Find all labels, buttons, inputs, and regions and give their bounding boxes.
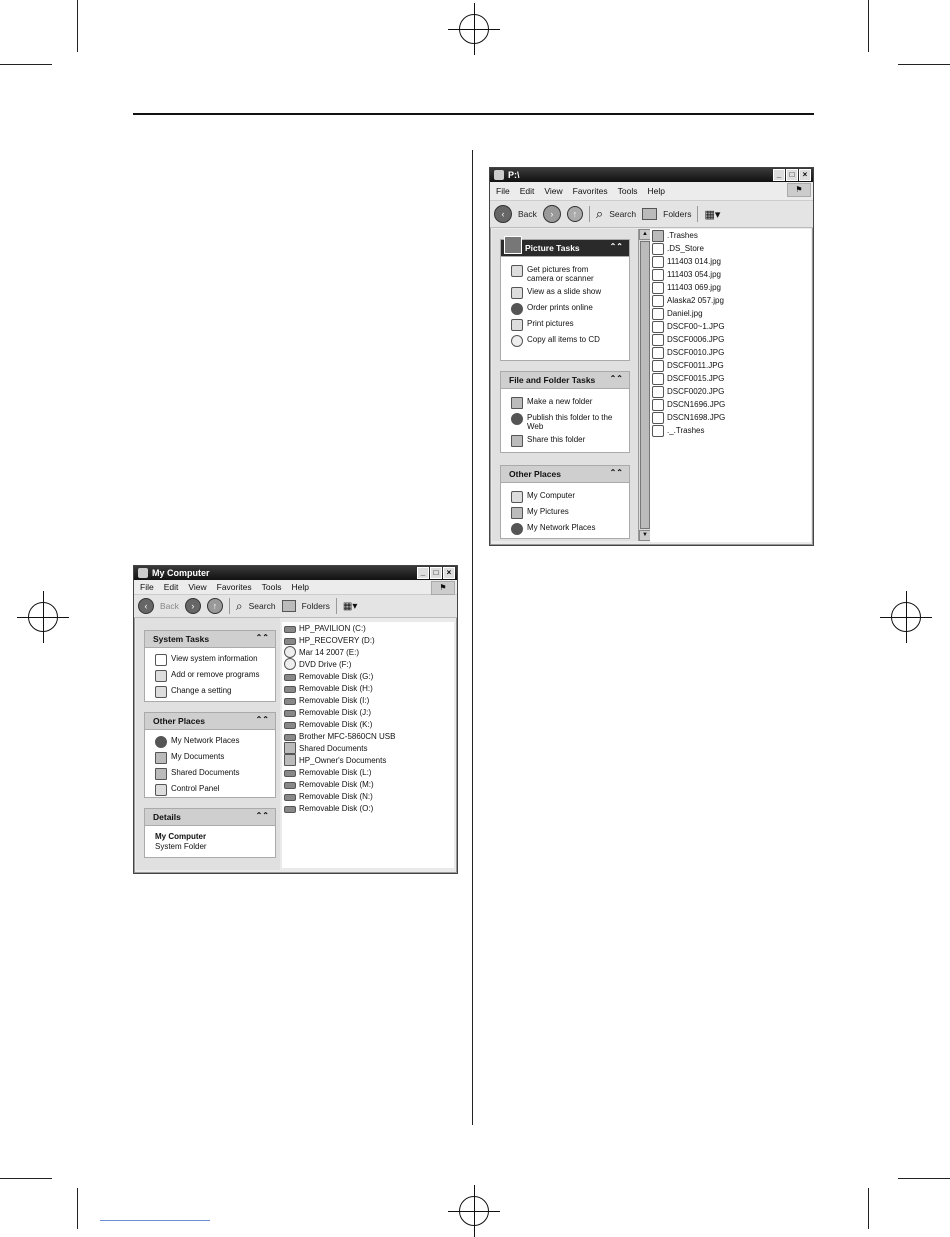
file-name: DSCN1696.JPG bbox=[667, 400, 726, 409]
toolbar-separator bbox=[336, 598, 337, 614]
cd-icon bbox=[284, 658, 296, 670]
file-list-item[interactable] bbox=[282, 754, 454, 766]
picture-tasks-icon bbox=[504, 236, 522, 254]
documents-folder-icon bbox=[155, 752, 167, 764]
file-name: DSCF0011.JPG bbox=[667, 361, 724, 370]
crop-mark bbox=[868, 1188, 869, 1229]
info-icon bbox=[155, 654, 167, 666]
menu-bar bbox=[490, 182, 813, 201]
file-name: ._.Trashes bbox=[667, 426, 705, 435]
file-name: Brother MFC-5860CN USB bbox=[299, 731, 396, 741]
file-list-item[interactable] bbox=[650, 268, 811, 281]
registration-mark bbox=[459, 1196, 489, 1226]
task-new-folder[interactable]: Make a new folder bbox=[501, 395, 629, 411]
file-icon bbox=[652, 308, 664, 320]
search-button[interactable]: Search bbox=[248, 601, 276, 611]
place-control-panel[interactable]: Control Panel bbox=[145, 782, 275, 798]
task-change-setting[interactable]: Change a setting bbox=[145, 684, 275, 700]
new-folder-icon bbox=[511, 397, 523, 409]
drive-icon bbox=[284, 806, 296, 813]
file-list-item[interactable] bbox=[282, 706, 454, 718]
toolbar-separator bbox=[589, 206, 590, 222]
drive-icon bbox=[284, 782, 296, 789]
place-my-network-places[interactable]: My Network Places bbox=[145, 734, 275, 750]
file-name: HP_Owner's Documents bbox=[299, 755, 387, 765]
search-icon: ⌕ bbox=[595, 206, 604, 221]
file-name: Removable Disk (O:) bbox=[299, 803, 374, 813]
file-name: DSCF0015.JPG bbox=[667, 374, 725, 383]
footer-rule bbox=[100, 1220, 210, 1221]
minimize-button[interactable]: _ bbox=[417, 567, 429, 579]
folder-icon bbox=[284, 754, 296, 766]
folders-icon bbox=[642, 208, 657, 220]
pictures-folder-icon bbox=[511, 507, 523, 519]
task-get-pictures[interactable]: Get pictures from camera or scanner bbox=[501, 263, 629, 285]
file-list-item[interactable] bbox=[282, 682, 454, 694]
slideshow-icon bbox=[511, 287, 523, 299]
file-list-item[interactable] bbox=[650, 411, 811, 424]
file-list-item[interactable] bbox=[650, 242, 811, 255]
maximize-button[interactable]: □ bbox=[430, 567, 442, 579]
registration-mark bbox=[891, 602, 921, 632]
file-name: HP_RECOVERY (D:) bbox=[299, 635, 375, 645]
camera-icon bbox=[511, 265, 523, 277]
forward-arrow-icon[interactable]: › bbox=[543, 205, 561, 223]
views-icon[interactable]: ▦▾ bbox=[342, 600, 358, 612]
file-icon bbox=[652, 243, 664, 255]
panel-header[interactable]: Details ⌃⌃ bbox=[145, 809, 275, 826]
place-shared-documents[interactable]: Shared Documents bbox=[145, 766, 275, 782]
cd-icon bbox=[511, 335, 523, 347]
file-list-item[interactable] bbox=[282, 778, 454, 790]
task-publish-web[interactable]: Publish this folder to the Web bbox=[501, 411, 629, 433]
file-name: Removable Disk (K:) bbox=[299, 719, 373, 729]
menu-help[interactable]: Help bbox=[647, 186, 665, 196]
up-folder-icon[interactable]: ↑ bbox=[207, 598, 223, 614]
file-icon bbox=[652, 282, 664, 294]
file-list-item[interactable] bbox=[650, 398, 811, 411]
file-icon bbox=[652, 360, 664, 372]
file-list bbox=[650, 229, 811, 542]
file-name: 111403 014.jpg bbox=[667, 257, 721, 266]
drive-icon bbox=[494, 170, 504, 180]
window-title: My Computer bbox=[152, 568, 210, 578]
menu-edit[interactable]: Edit bbox=[163, 582, 179, 592]
title-bar bbox=[490, 168, 813, 182]
menu-file[interactable]: File bbox=[496, 186, 510, 196]
registration-mark bbox=[459, 14, 489, 44]
drive-icon bbox=[284, 698, 296, 705]
windows-flag-icon: ⚑ bbox=[787, 183, 811, 197]
collapse-icon[interactable]: ⌃⌃ bbox=[255, 811, 269, 820]
network-icon bbox=[155, 736, 167, 748]
panel-header[interactable]: Other Places ⌃⌃ bbox=[145, 713, 275, 730]
task-copy-to-cd[interactable]: Copy all items to CD bbox=[501, 333, 629, 349]
file-name: DSCF0010.JPG bbox=[667, 348, 725, 357]
crop-mark bbox=[898, 64, 950, 65]
menu-edit[interactable]: Edit bbox=[519, 186, 535, 196]
menu-help[interactable]: Help bbox=[291, 582, 309, 592]
file-icon bbox=[652, 269, 664, 281]
window-title: P:\ bbox=[508, 170, 520, 180]
menu-tools[interactable]: Tools bbox=[261, 582, 282, 592]
file-icon bbox=[652, 334, 664, 346]
file-list-item[interactable] bbox=[650, 294, 811, 307]
task-share-folder[interactable]: Share this folder bbox=[501, 433, 629, 449]
crop-mark bbox=[868, 0, 869, 52]
maximize-button[interactable]: □ bbox=[786, 169, 798, 181]
collapse-icon[interactable]: ⌃⌃ bbox=[609, 374, 623, 383]
file-name: Removable Disk (L:) bbox=[299, 767, 372, 777]
task-pane bbox=[136, 618, 280, 870]
file-list-item[interactable] bbox=[650, 229, 811, 242]
folder-icon bbox=[652, 230, 664, 242]
back-button[interactable]: Back bbox=[518, 209, 537, 219]
web-publish-icon bbox=[511, 413, 523, 425]
drive-icon bbox=[284, 770, 296, 777]
file-list-item[interactable] bbox=[650, 385, 811, 398]
control-panel-icon bbox=[155, 784, 167, 796]
crop-mark bbox=[0, 64, 52, 65]
drive-icon bbox=[284, 626, 296, 633]
menu-favorites[interactable]: Favorites bbox=[216, 582, 252, 592]
details-panel bbox=[144, 808, 276, 858]
scroll-down-arrow-icon[interactable]: ▼ bbox=[639, 530, 651, 541]
file-list-item[interactable] bbox=[650, 281, 811, 294]
file-folder-tasks-panel bbox=[500, 371, 630, 453]
system-tasks-panel bbox=[144, 630, 276, 702]
forward-arrow-icon[interactable]: › bbox=[185, 598, 201, 614]
file-list-item[interactable] bbox=[282, 802, 454, 814]
shared-folder-icon bbox=[155, 768, 167, 780]
file-list-item[interactable] bbox=[650, 372, 811, 385]
file-name: Removable Disk (H:) bbox=[299, 683, 373, 693]
minimize-button[interactable]: _ bbox=[773, 169, 785, 181]
panel-header[interactable]: Other Places ⌃⌃ bbox=[501, 466, 629, 483]
windows-flag-icon: ⚑ bbox=[431, 581, 455, 595]
other-places-panel bbox=[144, 712, 276, 798]
file-list-item[interactable] bbox=[282, 622, 454, 634]
file-icon bbox=[652, 347, 664, 359]
views-icon[interactable]: ▦▾ bbox=[704, 208, 721, 221]
file-list-item[interactable] bbox=[282, 634, 454, 646]
menu-file[interactable]: File bbox=[140, 582, 154, 592]
file-icon bbox=[652, 425, 664, 437]
toolbar-separator bbox=[229, 598, 230, 614]
task-view-system-info[interactable]: View system information bbox=[145, 652, 275, 668]
picture-tasks-panel bbox=[500, 239, 630, 361]
folders-button[interactable]: Folders bbox=[301, 601, 330, 611]
file-list-item[interactable] bbox=[282, 742, 454, 754]
place-my-network-places[interactable]: My Network Places bbox=[501, 521, 629, 537]
programs-icon bbox=[155, 670, 167, 682]
file-list-item[interactable] bbox=[650, 255, 811, 268]
file-name: Mar 14 2007 (E:) bbox=[299, 647, 360, 657]
file-list-item[interactable] bbox=[650, 346, 811, 359]
file-icon bbox=[652, 256, 664, 268]
panel-header[interactable]: Picture Tasks ⌃⌃ bbox=[501, 240, 629, 257]
crop-mark bbox=[0, 1178, 52, 1179]
column-divider bbox=[472, 150, 473, 1125]
collapse-icon[interactable]: ⌃⌃ bbox=[255, 633, 269, 642]
scroll-up-arrow-icon[interactable]: ▲ bbox=[639, 229, 651, 240]
folders-button[interactable]: Folders bbox=[663, 209, 692, 219]
file-name: Shared Documents bbox=[299, 743, 368, 753]
printer-icon bbox=[511, 319, 523, 331]
drive-icon bbox=[284, 734, 296, 741]
menu-favorites[interactable]: Favorites bbox=[572, 186, 608, 196]
my-computer-window bbox=[133, 565, 458, 874]
crop-mark bbox=[77, 0, 78, 52]
file-name: Removable Disk (M:) bbox=[299, 779, 374, 789]
file-icon bbox=[652, 399, 664, 411]
back-arrow-icon[interactable]: ‹ bbox=[494, 205, 512, 223]
globe-icon bbox=[511, 303, 523, 315]
file-list-item[interactable] bbox=[282, 670, 454, 682]
task-add-remove-programs[interactable]: Add or remove programs bbox=[145, 668, 275, 684]
file-icon bbox=[652, 373, 664, 385]
close-button[interactable]: × bbox=[799, 169, 811, 181]
computer-icon bbox=[511, 491, 523, 503]
back-arrow-icon[interactable]: ‹ bbox=[138, 598, 154, 614]
file-list-item[interactable] bbox=[650, 359, 811, 372]
file-list-item[interactable] bbox=[282, 766, 454, 778]
place-my-computer[interactable]: My Computer bbox=[501, 489, 629, 505]
back-button[interactable]: Back bbox=[160, 601, 179, 611]
task-order-prints[interactable]: Order prints online bbox=[501, 301, 629, 317]
task-slide-show[interactable]: View as a slide show bbox=[501, 285, 629, 301]
file-name: DSCF0006.JPG bbox=[667, 335, 725, 344]
search-icon: ⌕ bbox=[235, 598, 243, 613]
file-list-item[interactable] bbox=[650, 424, 811, 437]
file-name: Removable Disk (I:) bbox=[299, 695, 370, 705]
details-name: My Computer bbox=[155, 832, 207, 841]
file-name: DVD Drive (F:) bbox=[299, 659, 352, 669]
menu-tools[interactable]: Tools bbox=[617, 186, 638, 196]
menu-view[interactable]: View bbox=[188, 582, 207, 592]
toolbar-separator bbox=[697, 206, 698, 222]
file-name: Alaska2 057.jpg bbox=[667, 296, 724, 305]
collapse-icon[interactable]: ⌃⌃ bbox=[609, 242, 623, 251]
share-folder-icon bbox=[511, 435, 523, 447]
network-icon bbox=[511, 523, 523, 535]
close-button[interactable]: × bbox=[443, 567, 455, 579]
scroll-thumb[interactable] bbox=[640, 241, 650, 529]
file-name: Removable Disk (J:) bbox=[299, 707, 372, 717]
file-name: Removable Disk (N:) bbox=[299, 791, 373, 801]
file-list-item[interactable] bbox=[282, 730, 454, 742]
file-list-item[interactable] bbox=[282, 718, 454, 730]
menu-bar bbox=[134, 580, 457, 595]
folders-icon bbox=[282, 600, 296, 612]
title-bar bbox=[134, 566, 457, 580]
task-print-pictures[interactable]: Print pictures bbox=[501, 317, 629, 333]
other-places-panel bbox=[500, 465, 630, 539]
file-list-item[interactable] bbox=[282, 790, 454, 802]
registration-mark bbox=[28, 602, 58, 632]
file-list-item[interactable] bbox=[650, 320, 811, 333]
drive-icon bbox=[284, 674, 296, 681]
file-list bbox=[282, 622, 454, 868]
file-list-item[interactable] bbox=[282, 646, 454, 658]
drive-icon bbox=[284, 722, 296, 729]
up-folder-icon[interactable]: ↑ bbox=[567, 206, 583, 222]
file-name: HP_PAVILION (C:) bbox=[299, 623, 366, 633]
place-my-pictures[interactable]: My Pictures bbox=[501, 505, 629, 521]
header-rule bbox=[133, 113, 814, 115]
drive-icon bbox=[284, 710, 296, 717]
toolbar bbox=[134, 595, 457, 618]
place-my-documents[interactable]: My Documents bbox=[145, 750, 275, 766]
toolbar bbox=[490, 201, 813, 228]
panel-header[interactable]: System Tasks ⌃⌃ bbox=[145, 631, 275, 648]
menu-view[interactable]: View bbox=[544, 186, 563, 196]
task-pane bbox=[492, 229, 638, 541]
file-name: DSCN1698.JPG bbox=[667, 413, 726, 422]
settings-icon bbox=[155, 686, 167, 698]
drive-icon bbox=[284, 794, 296, 801]
file-name: 111403 054.jpg bbox=[667, 270, 721, 279]
file-list-item[interactable] bbox=[282, 694, 454, 706]
panel-header[interactable]: File and Folder Tasks ⌃⌃ bbox=[501, 372, 629, 389]
crop-mark bbox=[77, 1188, 78, 1229]
file-name: 111403 069.jpg bbox=[667, 283, 721, 292]
collapse-icon[interactable]: ⌃⌃ bbox=[609, 468, 623, 477]
file-icon bbox=[652, 295, 664, 307]
file-name: .DS_Store bbox=[667, 244, 704, 253]
file-name: DSCF00~1.JPG bbox=[667, 322, 725, 331]
search-button[interactable]: Search bbox=[609, 209, 637, 219]
folder-icon bbox=[284, 742, 296, 754]
file-name: DSCF0020.JPG bbox=[667, 387, 725, 396]
file-icon bbox=[652, 412, 664, 424]
file-icon bbox=[652, 386, 664, 398]
computer-icon bbox=[138, 568, 148, 578]
file-name: Daniel.jpg bbox=[667, 309, 703, 318]
file-list-item[interactable] bbox=[282, 658, 454, 670]
cd-icon bbox=[284, 646, 296, 658]
file-name: .Trashes bbox=[667, 231, 698, 240]
crop-mark bbox=[898, 1178, 950, 1179]
p-drive-window bbox=[489, 167, 814, 546]
details-type: System Folder bbox=[155, 842, 207, 851]
drive-icon bbox=[284, 638, 296, 645]
file-list-item[interactable] bbox=[650, 333, 811, 346]
collapse-icon[interactable]: ⌃⌃ bbox=[255, 715, 269, 724]
drive-icon bbox=[284, 686, 296, 693]
file-list-item[interactable] bbox=[650, 307, 811, 320]
file-icon bbox=[652, 321, 664, 333]
file-name: Removable Disk (G:) bbox=[299, 671, 374, 681]
